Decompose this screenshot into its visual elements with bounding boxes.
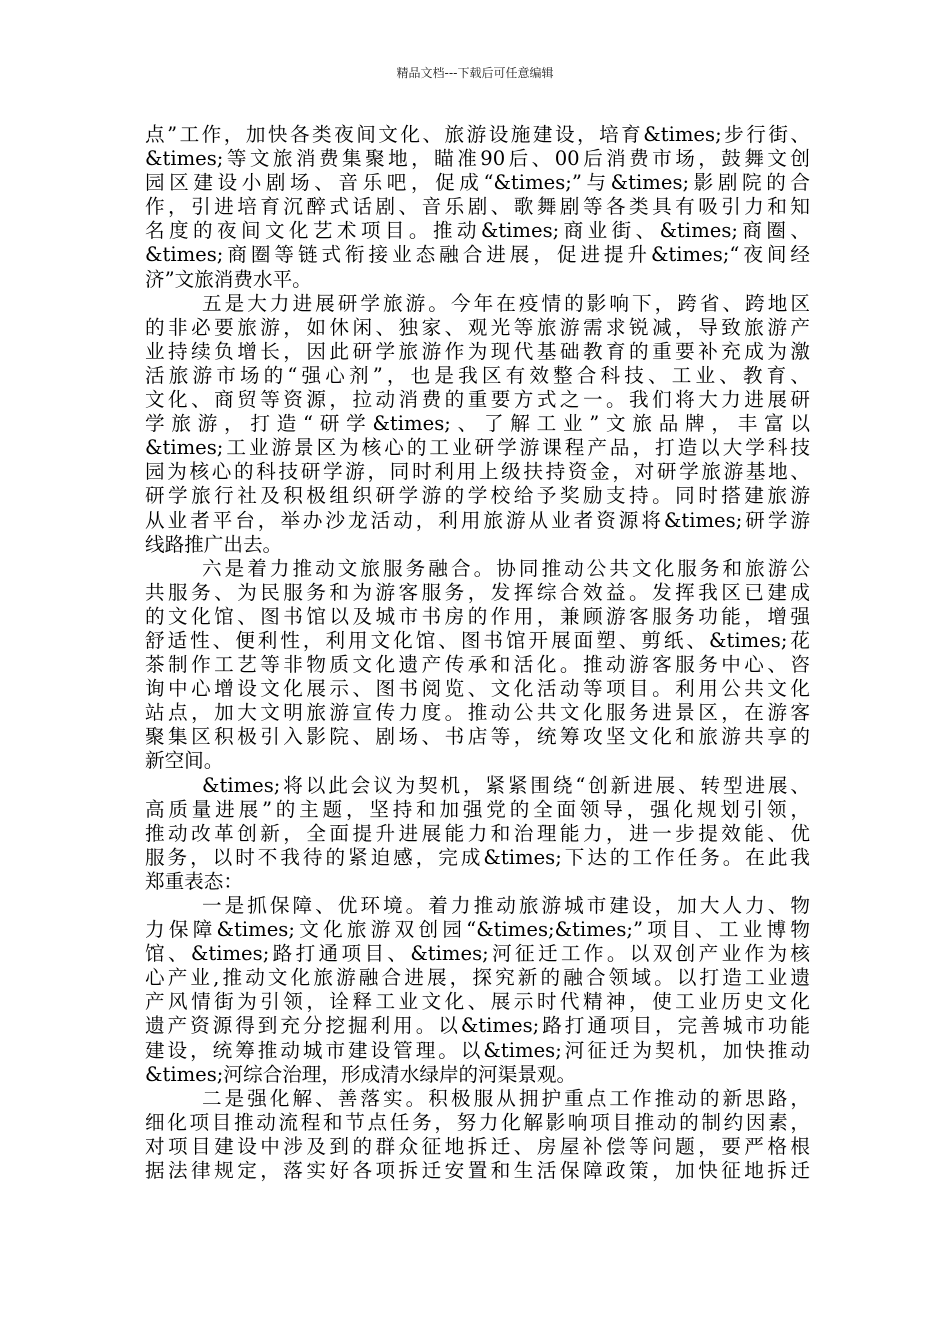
text-line: 细化项目推动流程和节点任务，努力化解影响项目推动的制约因素， (145, 1110, 810, 1134)
text-line: 聚集区积极引入影院、剧场、书店等，统筹攻坚文化和旅游共享的 (145, 725, 810, 749)
text-line: 作，引进培育沉醉式话剧、音乐剧、歌舞剧等各类具有吸引力和知 (145, 195, 810, 219)
text-line: 新空间。 (145, 749, 224, 773)
text-line: 线路推广出去。 (145, 532, 283, 556)
text-line: &times;等文旅消费集聚地，瞄准90后、00后消费市场，鼓舞文创 (145, 147, 810, 171)
text-line: 二是强化解、善落实。积极服从拥护重点工作推动的新思路， (202, 1086, 810, 1110)
text-line: 服务，以时不我待的紧迫感，完成&times;下达的工作任务。在此我 (145, 845, 810, 869)
text-line: &times;河综合治理，形成清水绿岸的河渠景观。 (145, 1062, 577, 1086)
text-line: 询中心增设文化展示、图书阅览、文化活动等项目。利用公共文化 (145, 677, 810, 701)
text-line: 五是大力进展研学旅游。今年在疫情的影响下，跨省、跨地区 (202, 291, 810, 315)
text-line: 济”文旅消费水平。 (145, 267, 312, 291)
document-body (145, 123, 810, 1183)
text-line: 据法律规定，落实好各项拆迁安置和生活保障政策，加快征地拆迁 (145, 1159, 810, 1183)
text-line: 名度的夜间文化艺术项目。推动&times;商业街、&times;商圈、 (145, 219, 810, 243)
text-line: 建设，统筹推动城市建设管理。以&times;河征迁为契机，加快推动 (145, 1038, 810, 1062)
text-line: 对项目建设中涉及到的群众征地拆迁、房屋补偿等问题，要严格根 (145, 1134, 810, 1158)
text-line: 园为核心的科技研学游，同时利用上级扶持资金，对研学旅游基地、 (145, 460, 810, 484)
page-header: 精品文档---下载后可任意编辑 (396, 66, 554, 80)
text-line: 推动改革创新，全面提升进展能力和治理能力，进一步提效能、优 (145, 821, 810, 845)
text-line: 心产业,推动文化旅游融合进展，探究新的融合领域。以打造工业遗 (145, 966, 810, 990)
text-line: 园区建设小剧场、音乐吧，促成“&times;”与&times;影剧院的合 (145, 171, 810, 195)
text-line: 业持续负增长，因此研学旅游作为现代基础教育的重要补充成为激 (145, 339, 810, 363)
text-line: 舒适性、便利性，利用文化馆、图书馆开展面塑、剪纸、&times;花 (145, 628, 810, 652)
text-line: 高质量进展”的主题，坚持和加强党的全面领导，强化规划引领， (145, 797, 810, 821)
text-line: 遗产资源得到充分挖掘利用。以&times;路打通项目，完善城市功能 (145, 1014, 810, 1038)
text-line: 点”工作，加快各类夜间文化、旅游设施建设，培育&times;步行街、 (145, 123, 810, 146)
text-line: 六是着力推动文旅服务融合。协同推动公共文化服务和旅游公 (202, 556, 810, 580)
text-line: 一是抓保障、优环境。着力推动旅游城市建设，加大人力、物 (202, 894, 810, 917)
text-line: 共服务、为民服务和为游客服务，发挥综合效益。发挥我区已建成 (145, 580, 810, 604)
text-line: 产风情街为引领，诠释工业文化、展示时代精神，使工业历史文化 (145, 990, 810, 1014)
text-line: 力保障&times;文化旅游双创园“&times;&times;”项目、工业博物 (145, 918, 810, 942)
text-line: &times;商圈等链式衔接业态融合进展，促进提升&times;“夜间经 (145, 243, 810, 267)
text-line: 馆、&times;路打通项目、&times;河征迁工作。以双创产业作为核 (145, 942, 810, 966)
text-line: 的非必要旅游，如休闲、独家、观光等旅游需求锐减，导致旅游产 (145, 315, 810, 339)
text-line: 从业者平台，举办沙龙活动，利用旅游从业者资源将&times;研学游 (145, 508, 810, 532)
text-line: 茶制作工艺等非物质文化遗产传承和活化。推动游客服务中心、咨 (145, 653, 810, 677)
text-line: 站点，加大文明旅游宣传力度。推动公共文化服务进景区，在游客 (145, 701, 810, 725)
text-line: 郑重表态： (145, 869, 243, 893)
text-line: 文化、商贸等资源，拉动消费的重要方式之一。我们将大力进展研 (145, 388, 810, 412)
text-line: 的文化馆、图书馆以及城市书房的作用，兼顾游客服务功能，增强 (145, 604, 810, 628)
text-line: 学旅游，打造“研学&times;、了解工业”文旅品牌，丰富以 (145, 412, 810, 436)
text-line: 活旅游市场的“强心剂”，也是我区有效整合科技、工业、教育、 (145, 363, 810, 387)
text-line: &times;将以此会议为契机，紧紧围绕“创新进展、转型进展、 (202, 773, 810, 797)
text-line: &times;工业游景区为核心的工业研学游课程产品，打造以大学科技 (145, 436, 810, 460)
text-line: 研学旅行社及积极组织研学游的学校给予奖励支持。同时搭建旅游 (145, 484, 810, 508)
